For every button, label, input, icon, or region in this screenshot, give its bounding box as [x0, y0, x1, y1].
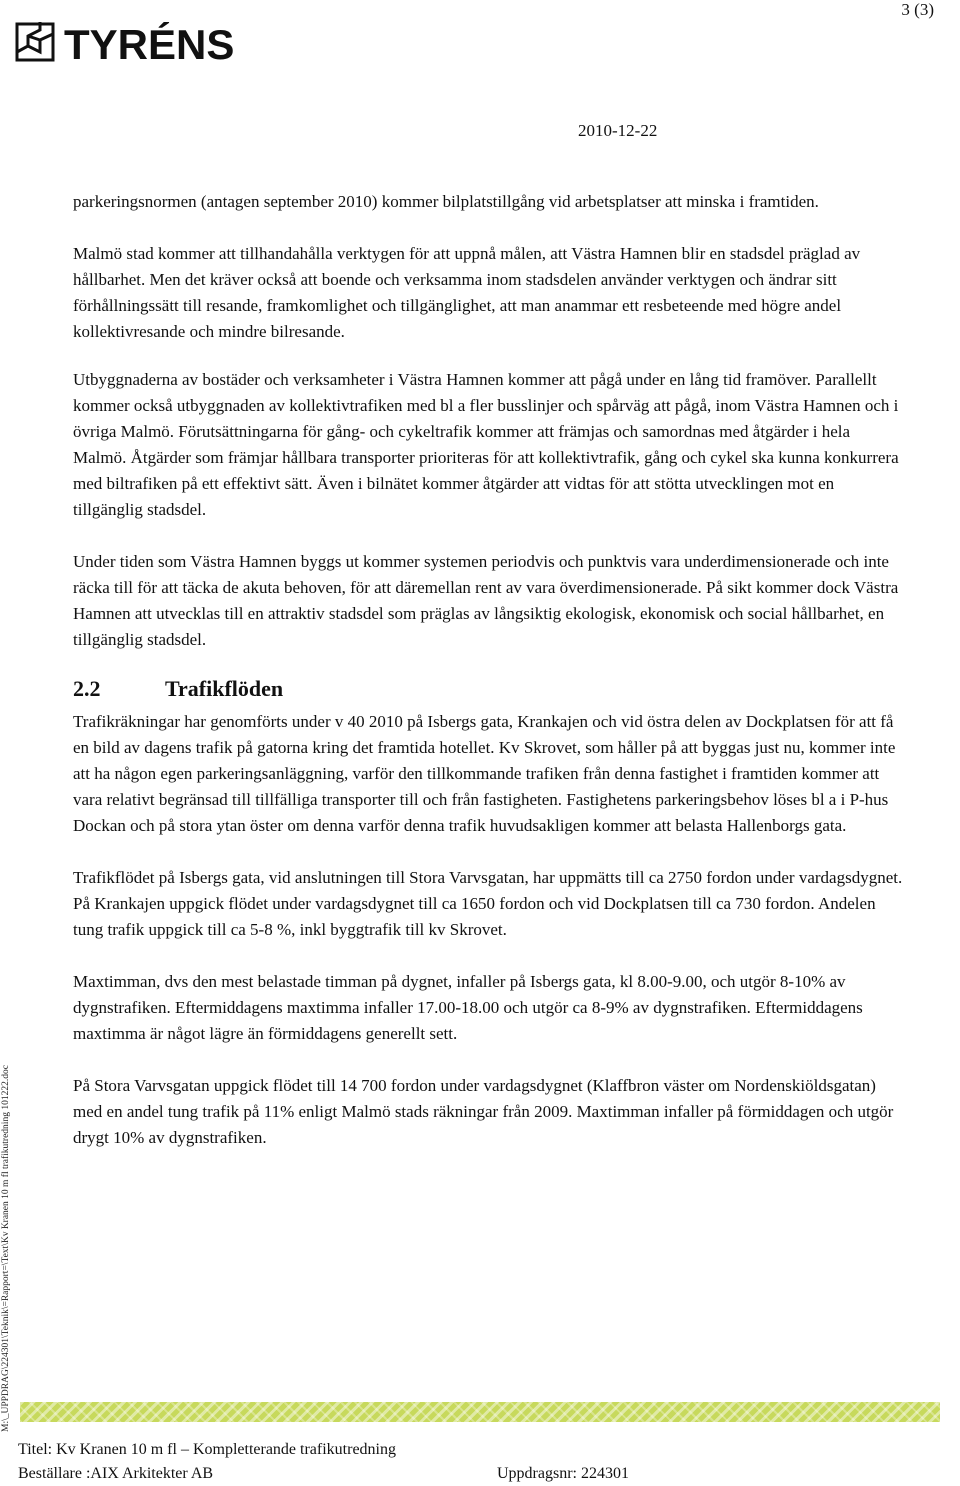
section-title: Trafikflöden [165, 676, 284, 701]
logo-wordmark: TYRÉNS [64, 21, 235, 66]
file-path-margin: M:\_UPPDRAG\224301\Teknik\=Rapport=\Text\Kv Kranen 10 m fl trafikutredning 101222.doc [1, 1065, 11, 1432]
paragraph: Maxtimman, dvs den mest belastade timman på dygnet, infaller på Isbergs gata, kl 8.00-9.00, och utgör 8-10% av dygnstrafiken. Eftermiddagens maxtimma infaller 17.00-18.00 och utgör ca 8-9% av dygnstrafiken. Eftermiddagens maxtimma är något lägre än förmiddagens generellt sett. [73, 972, 863, 1043]
paragraph: Malmö stad kommer att tillhandahålla verktygen för att uppnå målen, att Västra Hamnen blir en stadsdel präglad av hållbarhet. Men det kräver också att boende och verksamma inom stadsdelen använder verktygen och ändrar sitt förhållningssätt till resande, framkomlighet och tillgänglighet, att man anammar ett resbeteende med högre andel kollektivresande och mindre bilresande. [73, 244, 861, 341]
footer-client: Beställare :AIX Arkitekter AB [18, 1465, 214, 1482]
footer-title: Titel: Kv Kranen 10 m fl – Kompletterande trafikutredning [18, 1441, 396, 1458]
paragraph: Trafikräkningar har genomförts under v 40 2010 på Isbergs gata, Krankajen och vid östra delen av Dockplatsen för att få en bild av dagens trafik på gatorna kring det framtida hotellet. Kv Skrovet, som håller på att byggas just nu, kommer inte att ha någon egen parkeringsanläggning, varför den tillkommande trafiken från denna fastighet i framtiden kommer att vara relativt begränsad till tillfälliga transporter till och från fastigheten. Fastighetens parkeringsbehov löses bl a i P-hus Dockan och på stora ytan öster om denna varför denna trafik huvudsakligen kommer att belasta Hallenborgs gata. [73, 712, 896, 835]
page-number: 3 (3) [901, 0, 934, 19]
paragraph: Trafikflödet på Isbergs gata, vid anslutningen till Stora Varvsgatan, har uppmätts till ca 2750 fordon under vardagsdygnet. På Krankajen uppgick flödet under vardagsdygnet till ca 1650 fordon och vid Dockplatsen till ca 730 fordon. Andelen tung trafik uppgick till ca 5-8 %, inkl byggtrafik till kv Skrovet. [73, 868, 903, 939]
paragraph: Utbyggnaderna av bostäder och verksamheter i Västra Hamnen kommer att pågå under en lång tid framöver. Parallellt kommer också utbyggnaden av kollektivtrafiken med bl a fler busslinjer och spårväg att pågå, inom Västra Hamnen och i övriga Malmö. Förutsättningarna för gång- och cykeltrafik kommer att främjas och samordnas med åtgärder i hela Malmö. Åtgärder som främjar hållbara transporter prioriteras för att kollektivtrafik, gång och cykel ska kunna konkurrera med biltrafiken på ett effektivt sätt. Även i bilnätet kommer åtgärder att vidtas för att stötta utvecklingen mot en tillgänglig stadsdel. [73, 370, 899, 519]
footer-decorative-band [20, 1402, 940, 1422]
logo-mark-icon [17, 22, 53, 60]
section-number: 2.2 [73, 676, 101, 701]
paragraph: Under tiden som Västra Hamnen byggs ut kommer systemen periodvis och punktvis vara underdimensionerade och inte räcka till för att täcka de akuta behoven, för att däremellan rent av vara överdimensionerade. På sikt kommer dock Västra Hamnen att utvecklas till en attraktiv stadsdel som präglas av långsiktig ekologisk, ekonomisk och social hållbarhet, en tillgänglig stadsdel. [73, 552, 899, 649]
tyrens-logo [14, 14, 254, 66]
section-heading [73, 675, 903, 703]
footer-order-number: Uppdragsnr: 224301 [497, 1465, 629, 1482]
document-date: 2010-12-22 [578, 121, 658, 140]
paragraph: På Stora Varvsgatan uppgick flödet till 14 700 fordon under vardagsdygnet (Klaffbron väster om Nordenskiöldsgatan) med en andel tung trafik på 11% enligt Malmö stads räkningar från 2009. Maxtimman infaller på förmiddagen och utgör drygt 10% av dygnstrafiken. [73, 1076, 894, 1147]
paragraph: parkeringsnormen (antagen september 2010) kommer bilplatstillgång vid arbetsplatser att minska i framtiden. [73, 192, 819, 211]
document-body [73, 189, 903, 1177]
